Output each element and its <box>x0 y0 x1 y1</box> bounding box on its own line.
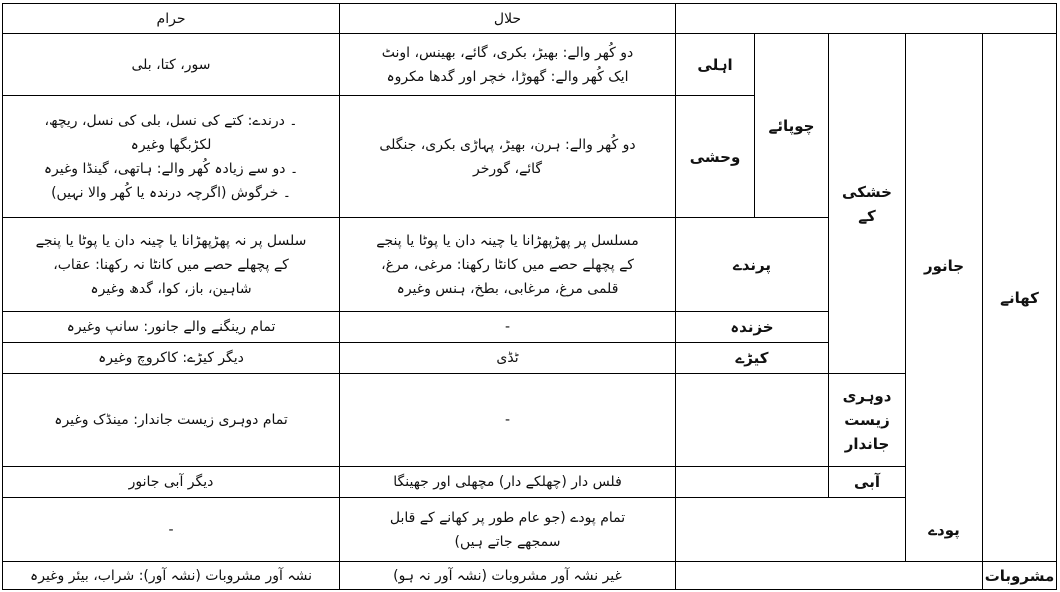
cell-keede-halal: ٹڈی <box>496 350 519 366</box>
cell-paude-halal: تمام پودے (جو عام طور پر کھانے کے قابل سمجھے جاتے ہیں) <box>389 509 626 550</box>
category-aabi: آبی <box>854 473 880 491</box>
cell-mashroobat-halal: غیر نشہ آور مشروبات (نشہ آور نہ ہو) <box>393 567 622 584</box>
category-ahli: اہلی <box>697 55 733 74</box>
cell-parinde-haram: سلسل پر نہ پھڑپھڑانا یا چینہ دان یا پوٹا یا پنجے کے پچھلے حصے میں کانٹا نہ رکھنا: عقاب، شاہین، باز، کوا، گدھ وغیرہ <box>35 232 307 297</box>
category-wahshi: وحشی <box>689 147 741 166</box>
cell-dohri-haram: تمام دوہری زیست جاندار: مینڈک وغیرہ <box>54 412 288 428</box>
header-haram: حرام <box>156 10 186 27</box>
cell-keede-haram: دیگر کیڑے: کاکروچ وغیرہ <box>98 350 244 366</box>
cell-aabi-halal: فلس دار (چھلکے دار) مچھلی اور جھینگا <box>393 474 622 490</box>
category-paude: پودے <box>928 520 960 539</box>
cell-khazinde-haram: تمام رینگنے والے جانور: سانپ وغیرہ <box>66 319 276 335</box>
cell-dohri-halal: - <box>504 412 511 428</box>
category-mashroobat: مشروبات <box>984 566 1055 585</box>
cell-khazinde-halal: - <box>504 319 511 335</box>
cell-wahshi-haram: ۔ درندے: کتے کی نسل، بلی کی نسل، ریچھ، لکڑبگھا وغیرہ ۔ دو سے زیادہ کُھر والے: ہاتھی، گینڈا وغیرہ ۔ خرگوش (اگرچہ درندہ یا کُھر والا نہیں) <box>43 112 299 201</box>
cell-paude-haram: - <box>168 521 174 538</box>
cell-parinde-halal: مسلسل پر پھڑپھڑانا یا چینہ دان یا پوٹا یا پنجے کے پچھلے حصے میں کانٹا رکھنا: مرغی، مرغ، قلمی مرغ، مرغابی، بطخ، ہنس وغیرہ <box>376 232 639 297</box>
cell-aabi-haram: دیگر آبی جانور <box>128 474 214 490</box>
category-keede: کیڑے <box>735 349 769 367</box>
category-parinde: پرندے <box>732 255 772 274</box>
cell-mashroobat-haram: نشہ آور مشروبات (نشہ آور): شراب، بیئر وغیرہ <box>30 567 312 584</box>
header-halal: حلال <box>493 10 522 27</box>
category-khazinde: خزندہ <box>730 318 774 336</box>
category-chaupaye: چوپائے <box>768 116 815 135</box>
category-janwar: جانور <box>923 256 965 275</box>
cell-ahli-haram: سور، کتا، بلی <box>131 56 211 73</box>
category-dohri: دوہری زیست جاندار <box>842 387 892 453</box>
category-khane: کھانے <box>1000 288 1039 307</box>
category-khushki: خشکی کے <box>842 182 892 225</box>
cell-wahshi-halal: دو کُھر والے: ہرن، بھیڑ، پہاڑی بکری، جنگلی گائے، گورخر <box>379 136 636 177</box>
cell-ahli-halal: دو کُھر والے: بھیڑ، بکری، گائے، بھینس، اونٹ ایک کُھر والے: گھوڑا، خچر اور گدھا مکروہ <box>381 44 634 85</box>
